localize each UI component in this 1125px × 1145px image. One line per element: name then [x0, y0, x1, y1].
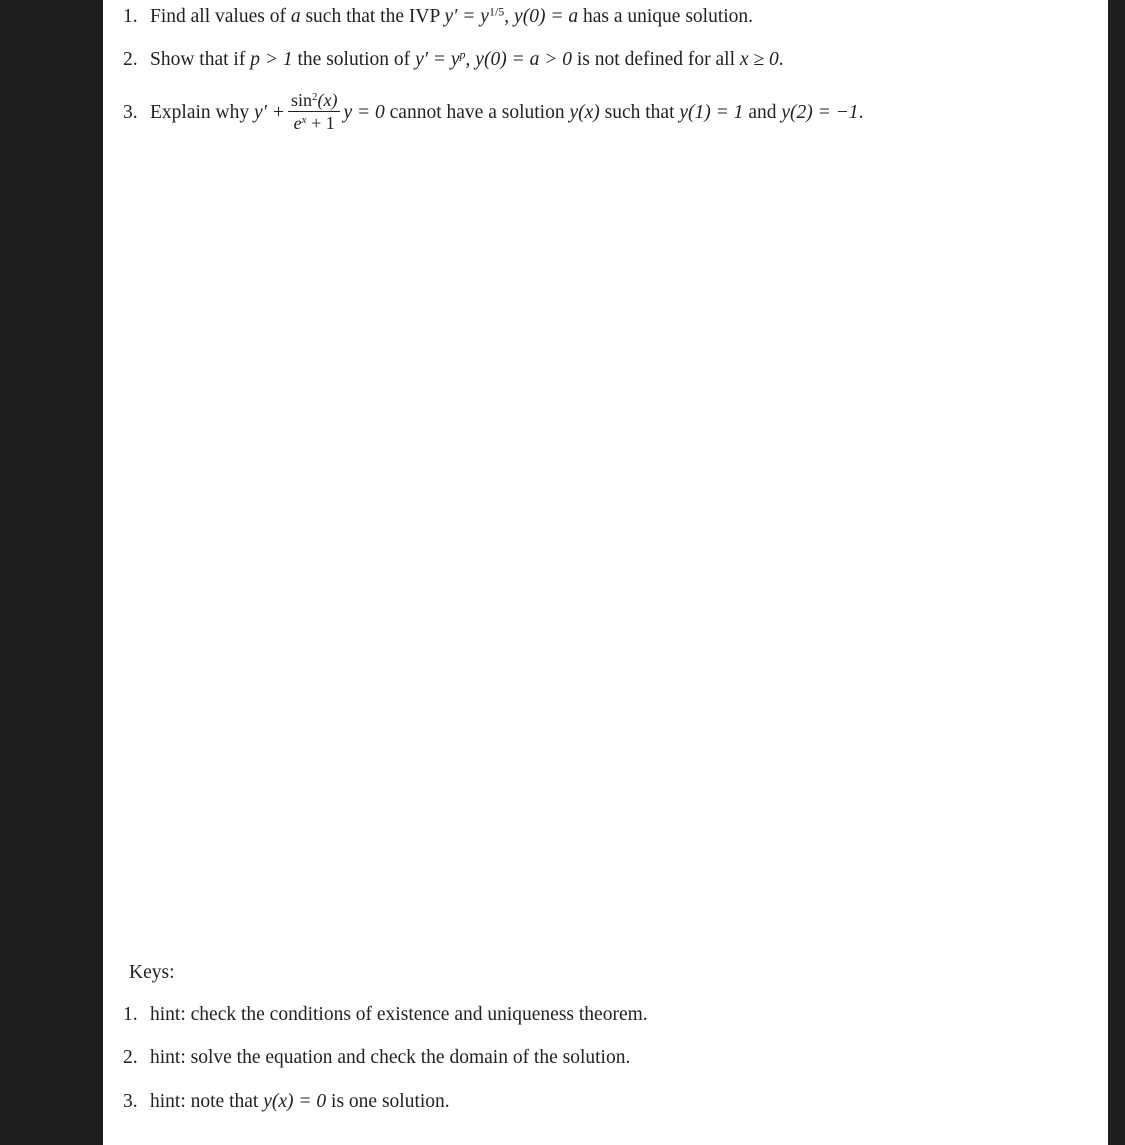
math-lhs: y′ +: [253, 101, 285, 123]
math-rhs: y = 0: [343, 101, 385, 123]
fraction-denominator: $e^x + 1$: [293, 113, 335, 133]
problem-text: such that the IVP: [305, 6, 440, 27]
problem-text: the solution of: [297, 49, 411, 70]
document-page: [103, 0, 1108, 1145]
hint-number: 3.: [123, 1091, 138, 1112]
problem-text: cannot have a solution: [389, 101, 565, 123]
problem-3: 3. Explain why y′ + $\frac{\sin^2(x)}{e^x + 1}$ y = 0 cannot have a solution y(x) such that y(1) = 1 and y(2) = −1.: [123, 90, 864, 133]
initial-condition: y(0) = a > 0: [475, 49, 573, 70]
math-condition: y(1) = 1: [679, 101, 744, 123]
math-equation: $y' = y^p$: [415, 47, 466, 70]
problem-text: Find all values of: [150, 6, 286, 27]
initial-condition: y(0) = a: [514, 6, 579, 27]
fraction-numerator: $\sin^2(x)$: [288, 90, 341, 112]
problem-text: Explain why: [150, 101, 250, 123]
keys-heading: Keys:: [129, 962, 175, 983]
problem-number: 2.: [123, 49, 138, 70]
hint-text: is one solution.: [331, 1091, 450, 1112]
math-fraction: [288, 90, 341, 133]
hint-number: 1.: [123, 1004, 138, 1025]
math-variable: a: [290, 6, 301, 27]
math-equation: $y' = y^{1/5}$: [444, 4, 505, 27]
hint-number: 2.: [123, 1047, 138, 1068]
hint-2: [123, 1047, 630, 1069]
problem-text: is not defined for all: [576, 49, 736, 70]
problem-2: 2. Show that if p > 1 the solution of $y' = y^p$, y(0) = a > 0 is not defined for all x ≥ 0.: [123, 47, 784, 70]
math-expression: y(x) = 0: [263, 1091, 327, 1112]
math-condition: p > 1: [250, 49, 293, 70]
math-solution: y(x): [569, 101, 600, 123]
math-domain: x ≥ 0: [739, 49, 779, 70]
problem-number: 1.: [123, 6, 138, 27]
problem-text: and: [748, 101, 777, 123]
hint-text: hint: check the conditions of existence and uniqueness theorem.: [150, 1004, 648, 1025]
problem-text: such that: [604, 101, 675, 123]
hint-3: [123, 1091, 450, 1113]
math-condition: y(2) = −1: [781, 101, 859, 123]
problem-text: Show that if: [150, 49, 246, 70]
hint-text: hint: note that: [150, 1091, 259, 1112]
problem-1: 1. Find all values of a such that the IVP $y' = y^{1/5}$, y(0) = a has a unique solution.: [123, 4, 754, 27]
hint-1: [123, 1004, 648, 1026]
hint-text: hint: solve the equation and check the domain of the solution.: [150, 1047, 631, 1068]
problem-text: has a unique solution.: [582, 6, 754, 27]
problem-number: 3.: [123, 101, 138, 123]
